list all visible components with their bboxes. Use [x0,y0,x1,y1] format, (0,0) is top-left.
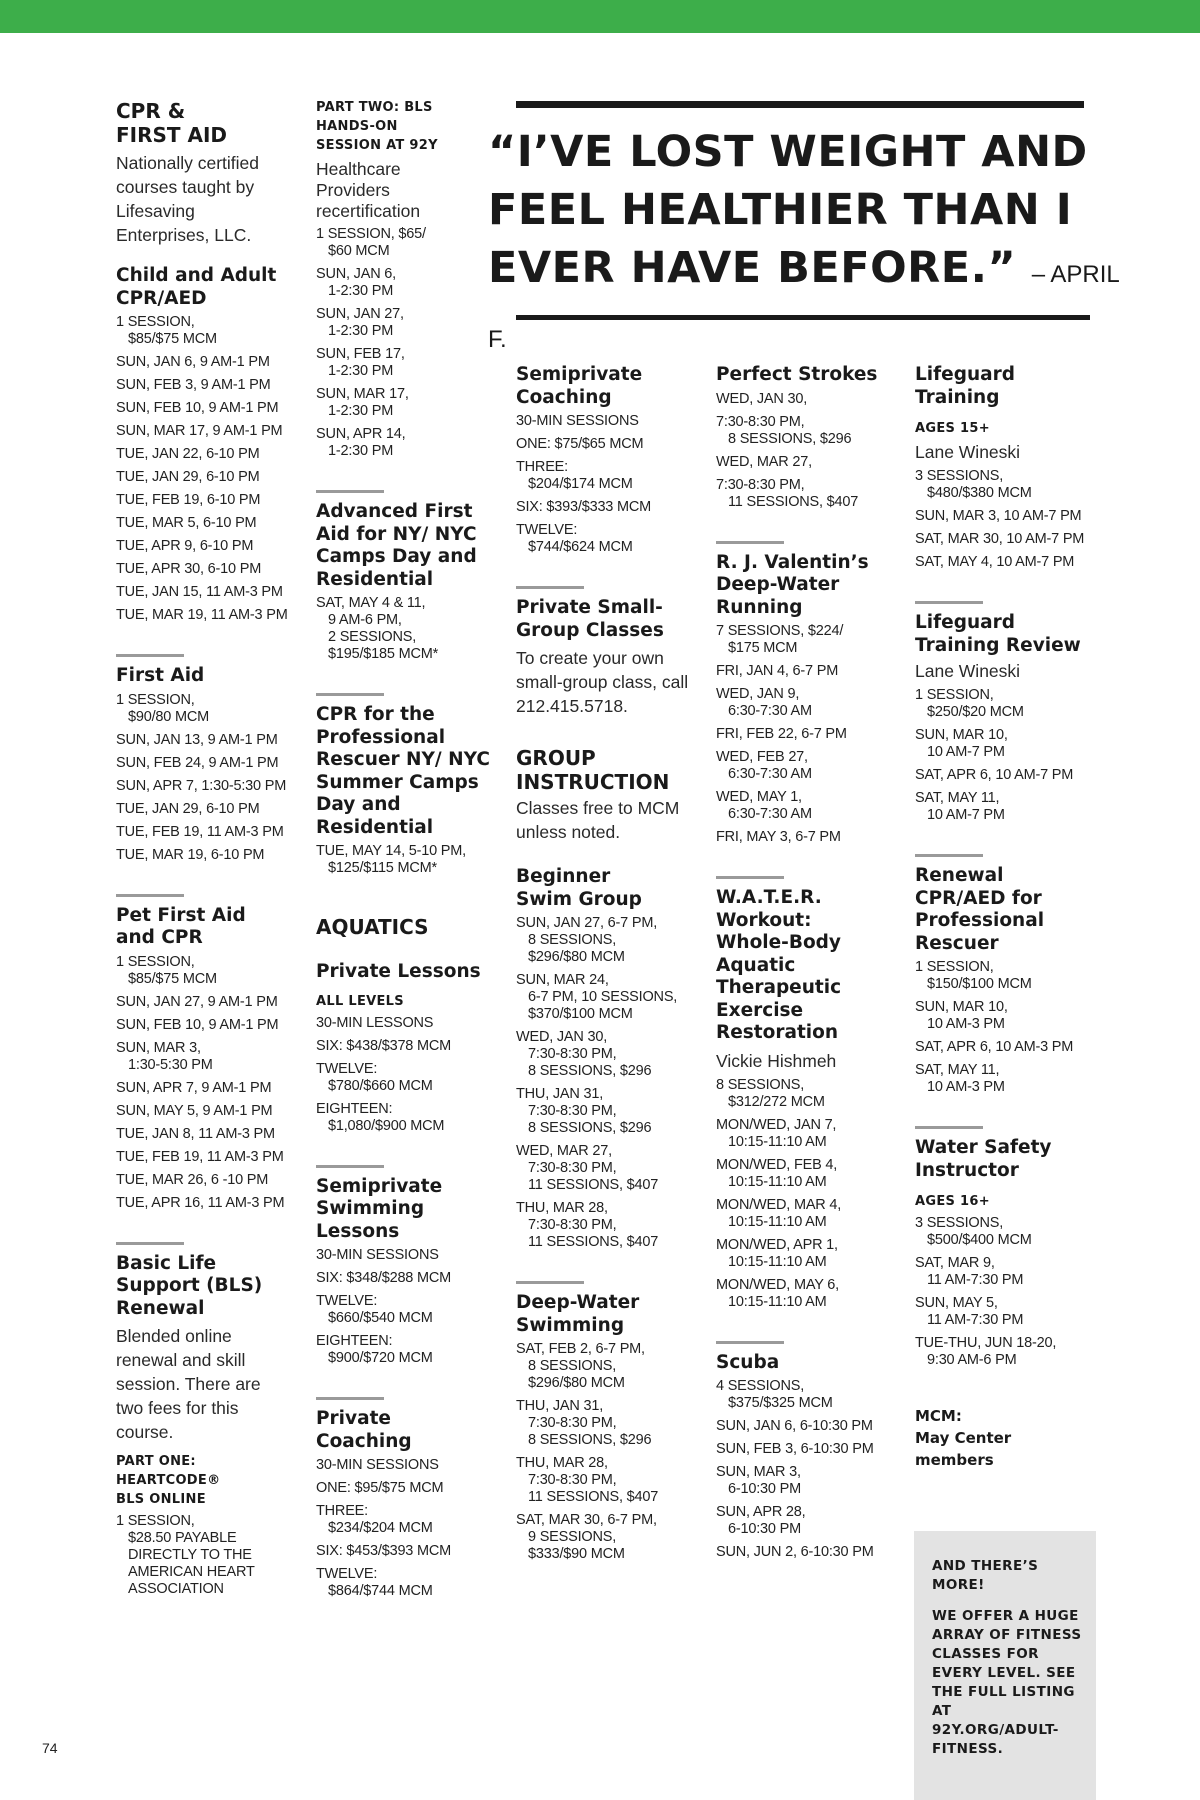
schedule-line: $85/$75 MCM [128,970,217,987]
beginner-lines [516,915,696,1251]
lifeguard-ages: AGES 15+ [915,421,990,436]
more-info-box [914,1531,1096,1800]
page-number: 74 [42,1740,58,1756]
wsi-title: Water Safety Instructor [915,1137,1052,1181]
schedule-line: WED, JAN 30, [516,1029,608,1045]
schedule-line: $312/272 MCM [728,1093,825,1110]
schedule-line: SAT, MAR 30, 10 AM-7 PM [915,531,1085,547]
divider [716,1341,784,1344]
schedule-line: TUE, JAN 22, 6-10 PM [116,446,260,462]
schedule-line: $744/$624 MCM [528,539,633,555]
schedule-line: 9 SESSIONS, [528,1529,617,1545]
schedule-line: 7:30-8:30 PM, [528,1046,617,1062]
schedule-line: 10:15-11:10 AM [728,1173,827,1190]
lifeguard-review-instructor: Lane Wineski [915,661,1021,681]
wsi-lines [915,1215,1095,1369]
schedule-line: SAT, MAY 4 & 11, [316,595,426,611]
mcm-note [915,1405,1095,1471]
schedule-line: 8 SESSIONS, [528,932,617,948]
schedule-line: TUE, JAN 29, 6-10 PM [116,469,260,485]
first-aid-lines [116,692,291,864]
schedule-line: 10 AM-7 PM [927,744,1005,760]
schedule-line: TUE, JAN 15, 11 AM-3 PM [116,584,283,600]
schedule-line: 10:15-11:10 AM [728,1253,827,1270]
schedule-line: SUN, MAR 17, [316,386,409,402]
schedule-line: TWELVE: [316,1060,378,1077]
schedule-line: $864/$744 MCM [328,1583,433,1599]
schedule-line: $480/$380 MCM [927,485,1032,501]
schedule-line: WED, MAR 27, [716,453,812,470]
schedule-line: 8 SESSIONS, [716,1076,805,1093]
schedule-line: SUN, FEB 10, 9 AM-1 PM [116,400,279,416]
schedule-line: 2 SESSIONS, [328,629,417,645]
first-aid-title: First Aid [116,665,205,686]
schedule-line: 1-2:30 PM [328,403,394,419]
schedule-line: 1 SESSION, [116,1513,195,1529]
schedule-line: MON/WED, JAN 7, [716,1116,837,1133]
schedule-line: TWELVE: [316,1293,378,1309]
schedule-line: WED, JAN 9, [716,686,800,702]
schedule-line: 11 AM-7:30 PM [927,1272,1024,1288]
scuba-title: Scuba [716,1351,780,1373]
schedule-line: $250/$20 MCM [927,704,1024,720]
schedule-line: SIX: $348/$288 MCM [316,1270,452,1286]
divider [316,1165,384,1168]
semi-swim-lines [316,1247,496,1367]
pet-lines [116,954,291,1212]
schedule-line: 11 SESSIONS, $407 [528,1177,659,1193]
column-4 [716,364,896,1561]
schedule-line: 1:30-5:30 PM [128,1056,213,1073]
schedule-line: 6:30-7:30 AM [728,703,812,719]
schedule-line: SIX: $438/$378 MCM [316,1037,452,1054]
schedule-line: $780/$660 MCM [328,1077,433,1094]
schedule-line: $204/$174 MCM [528,476,633,492]
semi-coaching-title: Semiprivate Coaching [516,364,643,408]
schedule-line: SUN, MAY 5, 9 AM-1 PM [116,1102,273,1119]
schedule-line: SUN, JAN 13, 9 AM-1 PM [116,731,278,748]
schedule-line: 7:30-8:30 PM, [528,1103,617,1119]
schedule-line: 30-MIN SESSIONS [316,1247,439,1263]
renewal-cpr-lines [915,959,1095,1096]
schedule-line: $195/$185 MCM* [328,646,439,662]
scuba-lines [716,1378,896,1561]
schedule-line: 11 SESSIONS, $407 [528,1489,659,1505]
schedule-line: FRI, FEB 22, 6-7 PM [716,726,847,742]
schedule-line: 1-2:30 PM [328,323,394,339]
schedule-line: 6:30-7:30 AM [728,806,812,822]
schedule-line: $900/$720 MCM [328,1350,433,1366]
schedule-line: SAT, MAR 9, [915,1255,995,1271]
schedule-line: 7:30-8:30 PM, [528,1160,617,1176]
schedule-line: 3 SESSIONS, [915,468,1004,484]
private-lessons-level: ALL LEVELS [316,993,404,1009]
schedule-line: SAT, MAY 4, 10 AM-7 PM [915,554,1075,570]
schedule-line: 7 SESSIONS, $224/ [716,623,844,639]
divider [516,586,584,589]
schedule-line: 6:30-7:30 AM [728,766,812,782]
group-instruction-heading: GROUP INSTRUCTION [516,746,670,794]
schedule-line: THREE: [516,459,568,475]
column-1 [116,99,291,1598]
schedule-line: $375/$325 MCM [728,1395,833,1411]
schedule-line: 1 SESSION, [915,687,994,703]
schedule-line: SUN, MAY 5, [915,1295,998,1311]
schedule-line: TUE, MAY 14, 5-10 PM, [316,843,466,859]
more-info-text [932,1557,1082,1759]
cpr-desc: Nationally certified courses taught by Lifesaving Enterprises, LLC. [116,153,259,245]
schedule-line: 10 AM-7 PM [927,807,1005,823]
schedule-line: 9 AM-6 PM, [328,612,402,628]
schedule-line: 10:15-11:10 AM [728,1213,827,1230]
adv-first-aid-lines [316,595,496,663]
mcm-text: May Center members [915,1429,1012,1469]
column-5 [915,364,1095,1471]
wsi-ages: AGES 16+ [915,1194,990,1209]
schedule-line: $370/$100 MCM [528,1006,633,1022]
schedule-line: $660/$540 MCM [328,1310,433,1326]
divider [915,1126,983,1129]
schedule-line: 7:30-8:30 PM, [528,1472,617,1488]
pet-title: Pet First Aid and CPR [116,904,246,948]
schedule-line: TUE, APR 9, 6-10 PM [116,538,254,554]
schedule-line: 8 SESSIONS, $296 [528,1063,652,1079]
schedule-line: 30-MIN LESSONS [316,1014,434,1031]
valentin-lines [716,623,896,846]
deep-water-lines [516,1341,696,1563]
deep-water-title: Deep-Water Swimming [516,1292,640,1336]
divider [716,876,784,879]
schedule-line: SUN, FEB 17, [316,346,405,362]
schedule-line: WED, JAN 30, [716,390,808,407]
schedule-line: SAT, APR 6, 10 AM-7 PM [915,767,1074,783]
quote-attribution: – APRIL F. [488,261,1119,353]
schedule-line: 30-MIN SESSIONS [516,413,639,429]
divider [316,1397,384,1400]
divider [516,1281,584,1284]
schedule-line: 8 SESSIONS, [528,1358,617,1374]
schedule-line: 9:30 AM-6 PM [927,1352,1017,1368]
schedule-line: 10 AM-3 PM [927,1016,1005,1032]
cpr-heading: CPR & FIRST AID [116,99,228,147]
schedule-line: $234/$204 MCM [328,1520,433,1536]
schedule-line: 3 SESSIONS, [915,1215,1004,1231]
schedule-line: 10:15-11:10 AM [728,1133,827,1150]
more-body: WE OFFER A HUGE ARRAY OF FITNESS CLASSES FOR EVERY LEVEL. SEE THE FULL LISTING AT 92Y.ORG/ADULT-FITNESS. [932,1608,1082,1757]
cpr-pro-lines [316,843,496,877]
schedule-line: THREE: [316,1503,368,1519]
private-coaching-lines [316,1457,496,1600]
divider [915,601,983,604]
schedule-line: TUE-THU, JUN 18-20, [915,1335,1057,1351]
schedule-line: TUE, JAN 29, 6-10 PM [116,800,260,817]
schedule-line: $90/80 MCM [128,708,210,725]
schedule-line: SUN, MAR 3, [116,1039,201,1056]
top-green-bar [0,0,1200,33]
aquatics-heading: AQUATICS [316,915,429,939]
schedule-line: MON/WED, MAR 4, [716,1196,842,1213]
schedule-line: TUE, FEB 19, 6-10 PM [116,492,261,508]
schedule-line: 1 SESSION, $65/ [316,226,426,242]
schedule-line: TUE, JAN 8, 11 AM-3 PM [116,1125,275,1142]
schedule-line: TUE, MAR 5, 6-10 PM [116,515,257,531]
schedule-line: SIX: $453/$393 MCM [316,1543,452,1559]
schedule-line: SUN, FEB 10, 9 AM-1 PM [116,1016,279,1033]
child-adult-title: Child and Adult CPR/AED [116,265,277,309]
schedule-line: ASSOCIATION [128,1581,224,1597]
schedule-line: MON/WED, FEB 4, [716,1156,838,1173]
schedule-line: DIRECTLY TO THE [128,1547,252,1563]
schedule-line: TUE, MAR 19, 11 AM-3 PM [116,607,288,623]
schedule-line: TUE, FEB 19, 11 AM-3 PM [116,823,284,840]
lifeguard-lines [915,468,1095,571]
schedule-line: ONE: $75/$65 MCM [516,436,644,452]
schedule-line: 1 SESSION, [116,314,195,330]
schedule-line: SUN, JAN 27, 9 AM-1 PM [116,993,278,1010]
schedule-line: $175 MCM [728,640,798,656]
part-two-lines [316,226,496,460]
schedule-line: 6-10:30 PM [728,1481,801,1497]
schedule-line: SUN, MAR 17, 9 AM-1 PM [116,423,283,439]
schedule-line: SAT, MAY 11, [915,790,1000,806]
schedule-line: 10:15-11:10 AM [728,1293,827,1310]
schedule-line: SUN, JAN 6, 6-10:30 PM [716,1418,873,1434]
schedule-line: EIGHTEEN: [316,1333,393,1349]
divider [116,894,184,897]
schedule-line: 7:30-8:30 PM, [716,476,805,493]
schedule-line: SUN, JUN 2, 6-10:30 PM [716,1544,874,1560]
schedule-line: 1-2:30 PM [328,363,394,379]
schedule-line: 8 SESSIONS, $296 [728,430,852,447]
schedule-line: EIGHTEEN: [316,1100,393,1117]
cpr-pro-title: CPR for the Professional Rescuer NY/ NYC Summer Camps Day and Residential [316,704,490,838]
schedule-line: 1-2:30 PM [328,283,394,299]
schedule-line: MON/WED, MAY 6, [716,1276,839,1293]
schedule-line: FRI, JAN 4, 6-7 PM [716,663,839,679]
small-group-title: Private Small-Group Classes [516,597,664,641]
schedule-line: 30-MIN SESSIONS [316,1457,439,1473]
schedule-line: SUN, APR 14, [316,426,406,442]
schedule-line: 1 SESSION, [915,959,994,975]
schedule-line: SUN, APR 28, [716,1504,806,1520]
schedule-line: SUN, MAR 24, [516,972,609,988]
part-two-desc: Healthcare Providers recertification [316,159,421,221]
more-title: AND THERE’S MORE! [932,1558,1039,1593]
renewal-cpr-title: Renewal CPR/AED for Professional Rescuer [915,865,1045,954]
schedule-line: SUN, JAN 27, 6-7 PM, [516,915,658,931]
schedule-line: 8 SESSIONS, $296 [528,1432,652,1448]
schedule-line: 1 SESSION, [116,691,195,708]
schedule-line: TWELVE: [516,522,578,538]
schedule-line: 11 SESSIONS, $407 [528,1234,659,1250]
schedule-line: ONE: $95/$75 MCM [316,1480,444,1496]
private-lessons-lines [316,1015,496,1135]
small-group-desc: To create your own small-group class, call 212.415.5718. [516,648,689,716]
perfect-strokes-lines [716,391,896,511]
water-instructor: Vickie Hishmeh [716,1050,837,1071]
water-lines [716,1077,896,1311]
schedule-line: $60 MCM [328,243,390,259]
schedule-line: $125/$115 MCM* [328,860,437,876]
schedule-line: $500/$400 MCM [927,1232,1032,1248]
schedule-line: THU, MAR 28, [516,1455,608,1471]
schedule-line: SUN, MAR 3, [716,1464,801,1480]
perfect-strokes-title: Perfect Strokes [716,364,878,385]
bls-lines [116,1513,291,1598]
schedule-line: SUN, FEB 3, 6-10:30 PM [716,1441,874,1457]
mcm-label: MCM: [915,1407,962,1425]
schedule-line: WED, FEB 27, [716,749,808,765]
child-adult-lines [116,314,291,624]
quote-top-rule [516,101,1084,108]
quote-bottom-rule [516,315,1090,320]
private-lessons-title: Private Lessons [316,961,481,982]
schedule-line: SUN, FEB 3, 9 AM-1 PM [116,377,271,393]
lifeguard-review-title: Lifeguard Training Review [915,612,1081,656]
pull-quote [488,123,1128,369]
schedule-line: AMERICAN HEART [128,1564,255,1580]
schedule-line: 4 SESSIONS, [716,1378,805,1394]
schedule-line: $296/$80 MCM [528,949,625,965]
schedule-line: 6-7 PM, 10 SESSIONS, [528,989,678,1005]
schedule-line: 11 AM-7:30 PM [927,1312,1024,1328]
lifeguard-review-lines [915,687,1095,824]
schedule-line: 6-10:30 PM [728,1521,801,1537]
schedule-line: TUE, MAR 19, 6-10 PM [116,846,265,863]
divider [316,693,384,696]
schedule-line: SUN, JAN 6, 9 AM-1 PM [116,354,270,370]
schedule-line: SAT, FEB 2, 6-7 PM, [516,1341,645,1357]
divider [915,854,983,857]
schedule-line: SUN, FEB 24, 9 AM-1 PM [116,754,279,771]
water-title: W.A.T.E.R. Workout: Whole-Body Aquatic Therapeutic Exercise Restoration [716,887,842,1043]
schedule-line: WED, MAR 27, [516,1143,612,1159]
adv-first-aid-title: Advanced First Aid for NY/ NYC Camps Day and Residential [316,501,477,590]
schedule-line: SUN, APR 7, 1:30-5:30 PM [116,777,287,794]
beginner-title: Beginner Swim Group [516,866,642,910]
column-2 [316,98,496,1600]
schedule-line: $333/$90 MCM [528,1546,625,1562]
lifeguard-instructor: Lane Wineski [915,442,1021,462]
schedule-line: SUN, MAR 10, [915,727,1008,743]
schedule-line: WED, MAY 1, [716,789,802,805]
valentin-title: R. J. Valentin’s Deep-Water Running [716,551,869,618]
schedule-line: THU, JAN 31, [516,1086,604,1102]
schedule-line: $28.50 PAYABLE [128,1530,237,1546]
schedule-line: SUN, MAR 3, 10 AM-7 PM [915,508,1082,524]
schedule-line: TUE, APR 16, 11 AM-3 PM [116,1194,285,1211]
schedule-line: SUN, APR 7, 9 AM-1 PM [116,1079,272,1096]
schedule-line: 11 SESSIONS, $407 [728,493,859,510]
bls-title: Basic Life Support (BLS) Renewal [116,1252,263,1319]
divider [116,654,184,657]
lifeguard-title: Lifeguard Training [915,364,1015,408]
divider [316,490,384,493]
bls-part-one: PART ONE: HEARTCODE® BLS ONLINE [116,1454,221,1507]
schedule-line: THU, MAR 28, [516,1200,608,1216]
schedule-line: SIX: $393/$333 MCM [516,499,652,515]
schedule-line: $85/$75 MCM [128,331,217,347]
schedule-line: TUE, FEB 19, 11 AM-3 PM [116,1148,284,1165]
schedule-line: 7:30-8:30 PM, [528,1415,617,1431]
schedule-line: SAT, MAR 30, 6-7 PM, [516,1512,657,1528]
schedule-line: TUE, MAR 26, 6 -10 PM [116,1171,269,1188]
schedule-line: $1,080/$900 MCM [328,1117,445,1134]
part-two-heading: PART TWO: BLS HANDS-ON SESSION AT 92Y [316,100,438,153]
bls-desc: Blended online renewal and skill session. There are two fees for this course. [116,1326,261,1442]
schedule-line: 1 SESSION, [116,953,195,970]
semi-coaching-lines [516,413,696,556]
schedule-line: MON/WED, APR 1, [716,1236,838,1253]
schedule-line: FRI, MAY 3, 6-7 PM [716,829,841,845]
schedule-line: 7:30-8:30 PM, [716,413,805,430]
schedule-line: SAT, APR 6, 10 AM-3 PM [915,1039,1074,1055]
schedule-line: SUN, JAN 27, [316,306,404,322]
divider [116,1242,184,1245]
quote-text: “I’VE LOST WEIGHT AND FEEL HEALTHIER THAN I EVER HAVE BEFORE.” [488,127,1088,293]
group-instruction-desc: Classes free to MCM unless noted. [516,798,680,842]
schedule-line: TWELVE: [316,1566,378,1582]
schedule-line: $150/$100 MCM [927,976,1032,992]
schedule-line: 10 AM-3 PM [927,1079,1005,1095]
schedule-line: 7:30-8:30 PM, [528,1217,617,1233]
private-coaching-title: Private Coaching [316,1408,412,1452]
schedule-line: SAT, MAY 11, [915,1062,1000,1078]
schedule-line: THU, JAN 31, [516,1398,604,1414]
schedule-line: $296/$80 MCM [528,1375,625,1391]
schedule-line: SUN, MAR 10, [915,999,1008,1015]
divider [716,541,784,544]
schedule-line: TUE, APR 30, 6-10 PM [116,561,262,577]
schedule-line: 1-2:30 PM [328,443,394,459]
schedule-line: 8 SESSIONS, $296 [528,1120,652,1136]
schedule-line: SUN, JAN 6, [316,266,396,282]
column-3 [516,364,696,1563]
semi-swim-title: Semiprivate Swimming Lessons [316,1175,443,1242]
